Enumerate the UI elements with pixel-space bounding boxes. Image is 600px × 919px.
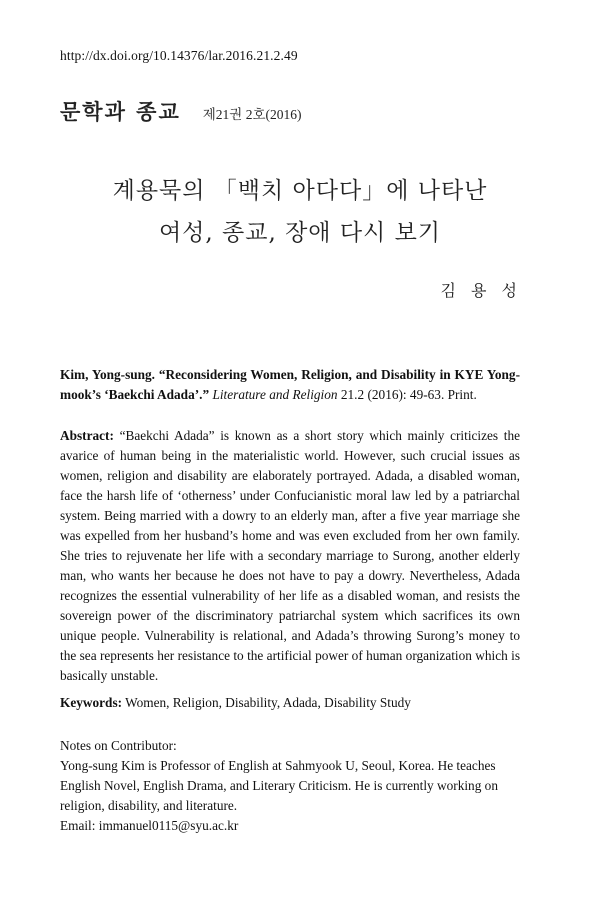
- author-name: 김 용 성: [440, 281, 522, 300]
- citation-journal: Literature and Religion: [212, 387, 338, 402]
- contributor-notes: [60, 736, 520, 836]
- notes-text: Yong-sung Kim is Professor of English at Sahmyook U, Seoul, Korea. He teaches English Novel, English Drama, and Literary Criticism. He is currently working on religion, disability, and literature.: [60, 758, 498, 813]
- title-line-1: 계용묵의 「백치 아다다」에 나타난: [112, 178, 488, 204]
- keywords-label: Keywords:: [60, 695, 123, 710]
- article-title: [0, 170, 600, 254]
- keywords: [60, 693, 520, 713]
- abstract: [60, 426, 520, 686]
- abstract-label: Abstract:: [60, 428, 114, 443]
- journal-name: 문학과 종교: [60, 100, 181, 124]
- citation: [60, 365, 520, 405]
- journal-header: [60, 96, 302, 126]
- title-line-2: 여성, 종교, 장애 다시 보기: [158, 220, 442, 246]
- keywords-text: Women, Religion, Disability, Adada, Disability Study: [122, 695, 411, 710]
- notes-heading: Notes on Contributor:: [60, 738, 177, 753]
- abstract-text: “Baekchi Adada” is known as a short story which mainly criticizes the avarice of human being in the materialistic world. However, such crucial issues as women, religion and disability are elaborately portrayed. Adada, a disabled woman, face the harsh life of ‘otherness’ under Confucianistic moral law led by a patriarchal system. Being married with a dowry to an elderly man, after a five year marriage she was expelled from her husband’s home and was even excluded from her own family. She tries to rejuvenate her life with a secondary marriage to Surong, another elderly man, who wants her because he does not have to pay a dowry. Nevertheless, Adada recognizes the essential vulnerability of her life as a disabled woman, and resists the sovereign power of the discriminatory patriarchal system which sacrifices its own unique people. Vulnerability is relational, and Adada’s throwing Surong’s money to the sea represents her resistance to the artificial power of human organization which is basically unstable.: [60, 428, 520, 683]
- journal-issue: 제21권 2호(2016): [202, 107, 302, 122]
- citation-authors-title: Kim, Yong-sung. “Reconsidering Women, Religion, and Disability in KYE Yong-mook’s ‘Baekchi Adada’.”: [60, 367, 520, 402]
- doi-link[interactable]: http://dx.doi.org/10.14376/lar.2016.21.2.49: [60, 48, 298, 63]
- citation-details: 21.2 (2016): 49-63. Print.: [337, 387, 477, 402]
- notes-email[interactable]: Email: immanuel0115@syu.ac.kr: [60, 818, 239, 833]
